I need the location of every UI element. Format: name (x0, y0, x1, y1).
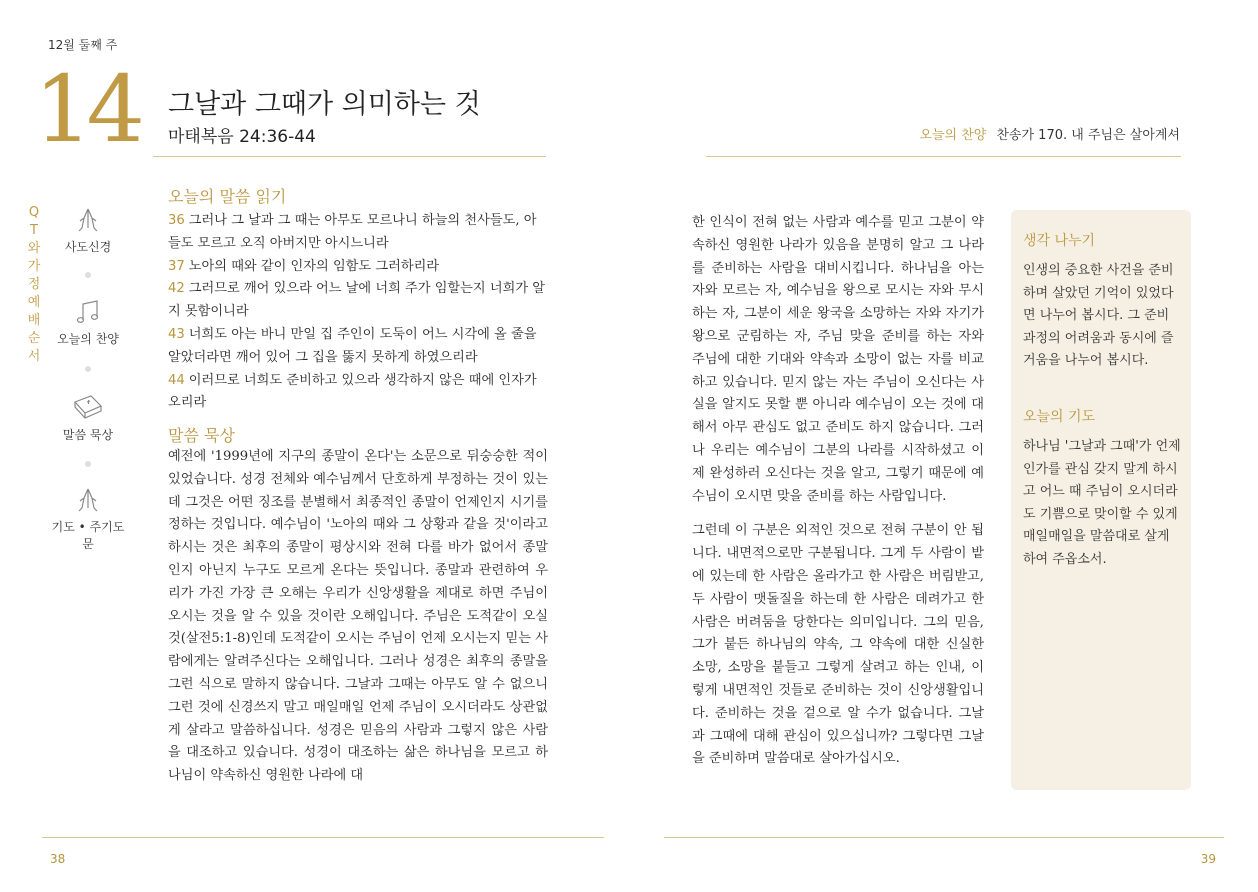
footer-divider-left (42, 837, 604, 838)
verse (168, 324, 548, 370)
meditation-paragraph: 예전에 '1999년에 지구의 종말이 온다'는 소문으로 뒤숭숭한 적이 있었습니다. 성경 전체와 예수님께서 단호하게 부정하는 것이 있는데 그것은 어떤 징조를 분별해서 최종적인 종말이 언제인지 시기를 정하는 것입니다. 예수님이 '노아의 때와 그 상황과 같을 것'이라고 하시는 것은 최후의 종말이 평상시와 전혀 다를 바가 없어서 종말인지 아닌지 누구도 모르게 온다는 뜻입니다. 종말과 관련하여 우리가 가진 가장 큰 오해는 우리가 신앙생활을 제대로 하면 주님이 오시는 것을 알 수 있을 것이란 오해입니다. 주님은 도적같이 오실 것(살전5:1-8)인데 도적같이 오시는 주님이 언제 오시는지 믿는 사람에게는 알려주신다는 오해입니다. 그러나 성경은 최후의 종말을 그런 식으로 말하지 않습니다. 그날과 그때는 아무도 알 수 없으니 그런 것에 신경쓰지 말고 매일매일 언제 주님이 오시더라도 상관없게 살라고 말씀하십니다. 성경은 믿음의 사람과 그렇지 않은 사람을 대조하고 있습니다. 성경이 대조하는 삶은 하나님을 모르고 하나님이 약속하신 영원한 나라에 대 (168, 449, 548, 784)
sharing-text: 인생의 중요한 사건을 준비하며 살았던 기억이 있었다면 나누어 봅시다. 그 준비과정의 어려움과 동시에 즐거움을 나누어 봅시다. (1023, 263, 1174, 368)
sidebar-separator (85, 461, 91, 467)
sidebar-item-creed (48, 206, 128, 255)
sharing-heading: 생각 나누기 (1023, 233, 1096, 249)
prayer-heading: 오늘의 기도 (1023, 409, 1096, 425)
reflection-box (1011, 210, 1191, 790)
hymn-label: 오늘의 찬양 (919, 128, 987, 143)
verse-text: 그러나 그 날과 그 때는 아무도 모르나니 하늘의 천사들도, 아들도 모르고 오직 아버지만 아시느니라 (168, 213, 537, 251)
verse-number: 36 (168, 213, 185, 228)
verse (168, 210, 548, 256)
page-title: 그날과 그때가 의미하는 것 (168, 89, 481, 120)
sidebar-separator (85, 366, 91, 372)
reading-heading: 오늘의 말씀 읽기 (168, 187, 287, 206)
meditation-text-right (692, 212, 984, 783)
qt-order-vertical-label: QT와 가정예배 순서 (27, 205, 41, 364)
music-note-icon (71, 298, 105, 326)
sidebar-item-prayer (48, 486, 128, 552)
sidebar-item-hymn (48, 298, 128, 347)
week-label: 12월 둘째 주 (48, 38, 118, 52)
sidebar-separator (85, 272, 91, 278)
verse (168, 256, 548, 279)
prayer-text: 하나님 '그날과 그때'가 언제인가를 관심 갖지 말게 하시고 어느 때 주님이 오시더라도 기쁨으로 맞이할 수 있게 매일매일을 말씀대로 살게 하여 주옵소서. (1023, 439, 1181, 567)
header-divider-right (706, 156, 1181, 157)
verse-text: 그러므로 깨어 있으라 어느 날에 너희 주가 임할는지 너희가 알지 못함이니라 (168, 281, 545, 320)
meditation-paragraph: 한 인식이 전혀 없는 사람과 예수를 믿고 그분이 약속하신 영원한 나라가 있음을 분명히 알고 그 나라를 준비하는 사람을 대비시킵니다. 하나님을 아는 자와 모르는 자, 예수님을 왕으로 모시는 자와 무시하는 자, 그분이 세운 왕국을 소망하는 자와 자기가 왕으로 군림하는 자, 주님 맞을 준비를 하는 자와 주님에 대한 기대와 약속과 소망이 없는 자를 비교하고 있습니다. 믿지 않는 자는 주님이 오신다는 사실을 알지도 못할 뿐 아니라 예수님이 오는 것에 대해서 아무 관심도 없고 준비도 하지 않습니다. 그러나 우리는 예수님이 그분의 나라를 시작하셨고 이제 완성하러 오신다는 것을 알고, 그렇기 때문에 예수님이 오시면 맞을 준비를 하는 사람입니다. (692, 215, 984, 504)
scripture-reference: 마태복음 24:36-44 (168, 127, 316, 147)
bible-icon (71, 392, 105, 422)
sidebar-item-label: 기도 • 주기도문 (51, 520, 125, 551)
verse-list (168, 210, 548, 415)
day-number: 14 (34, 56, 140, 163)
meditation-text-left (168, 446, 548, 800)
verse-number: 44 (168, 372, 185, 388)
verse-text: 노아의 때와 같이 인자의 임함도 그러하리라 (188, 258, 440, 274)
sidebar-item-label: 오늘의 찬양 (57, 332, 119, 346)
prayer-section (1023, 406, 1181, 571)
verse-number: 37 (168, 258, 185, 274)
sharing-section (1023, 230, 1181, 373)
verse-number: 43 (168, 326, 185, 342)
header-divider-left (153, 156, 546, 157)
praying-hands-icon (71, 206, 105, 234)
page-number-left: 38 (50, 852, 66, 866)
verse-text: 너희도 아는 바니 만일 집 주인이 도둑이 어느 시각에 올 줄을 알았더라면 깨어 있어 그 집을 뚫지 못하게 하였으리라 (168, 326, 537, 365)
sidebar-item-meditation (48, 392, 128, 443)
verse-number: 42 (168, 281, 185, 297)
verse-text: 이러므로 너희도 준비하고 있으라 생각하지 않은 때에 인자가 오리라 (168, 372, 537, 411)
footer-divider-right (664, 837, 1224, 838)
sidebar-item-label: 사도신경 (64, 240, 112, 254)
todays-hymn (919, 124, 1180, 143)
meditation-paragraph: 그런데 이 구분은 외적인 것으로 전혀 구분이 안 됩니다. 내면적으로만 구분됩니다. 그게 두 사람이 밭에 있는데 한 사람은 올라가고 한 사람은 버림받고, 두 사람이 맷돌질을 하는데 한 사람은 데려가고 한 사람은 버려둠을 당한다는 의미입니다. 그의 믿음, 그가 붙든 하나님의 약속, 그 약속에 대한 신실한 소망, 소망을 붙들고 그렇게 살려고 하는 인내, 이렇게 내면적인 것들로 준비하는 것이 신앙생활입니다. 준비하는 것을 겉으로 알 수가 없습니다. 그날과 그때에 대해 관심이 있으십니까? 그렇다면 그날을 준비하며 말씀대로 살아가십시오. (692, 523, 984, 767)
praying-hands-icon (71, 486, 105, 514)
hymn-title: 찬송가 170. 내 주님은 살아계셔 (996, 128, 1180, 143)
page-number-right: 39 (1200, 852, 1216, 866)
verse (168, 370, 548, 416)
verse (168, 278, 548, 324)
sidebar-item-label: 말씀 묵상 (62, 428, 114, 442)
meditation-heading: 말씀 묵상 (168, 426, 235, 445)
